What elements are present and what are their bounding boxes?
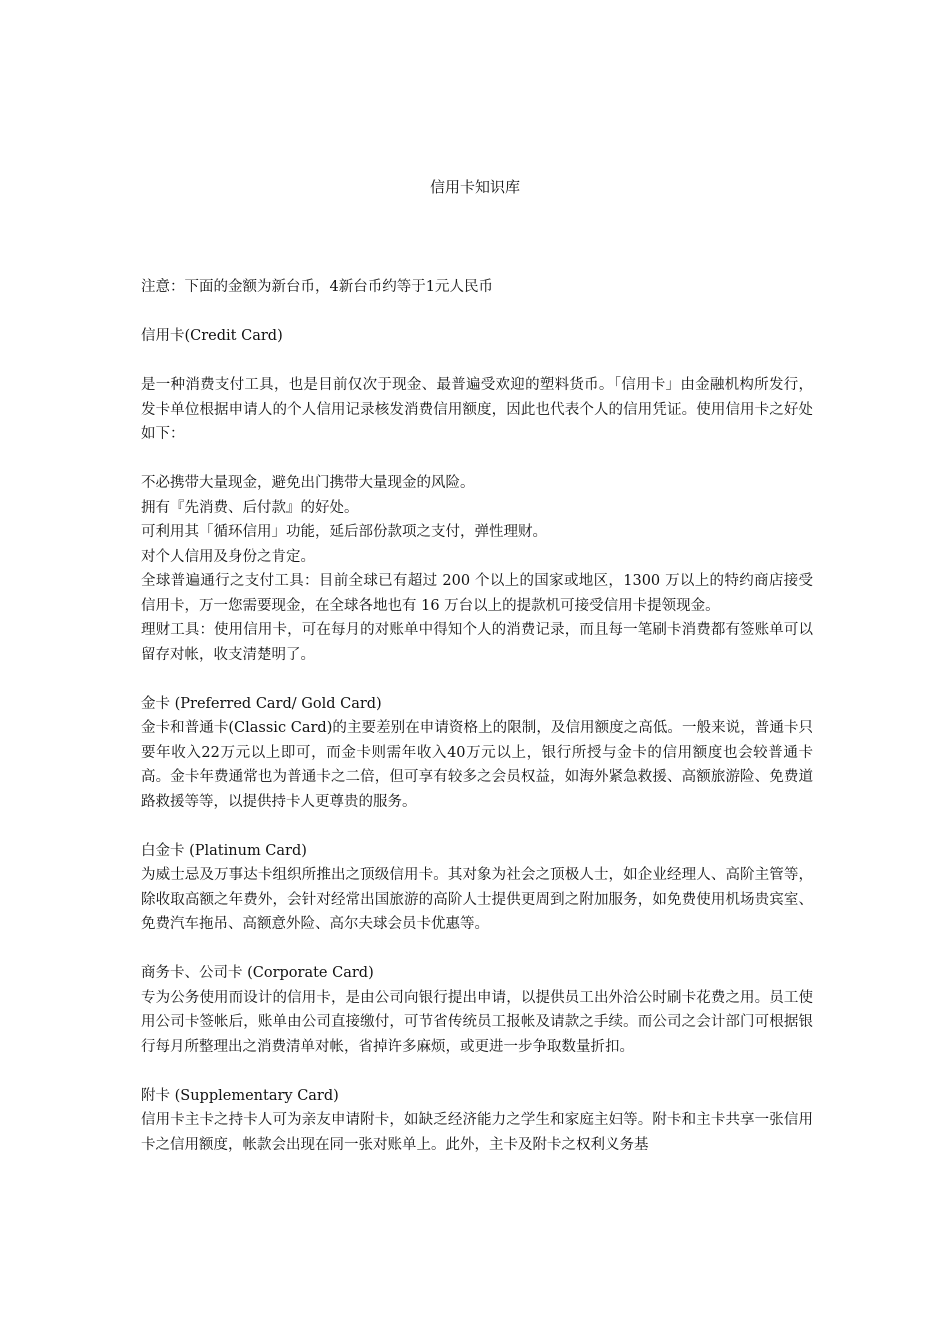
document-body	[141, 275, 813, 1157]
benefit-item: 理财工具：使用信用卡，可在每月的对账单中得知个人的消费记录，而且每一笔刷卡消费都有签账单可以留存对帐，收支清楚明了。	[141, 622, 813, 663]
benefit-item: 拥有『先消费、后付款』的好处。	[141, 499, 359, 516]
spacer	[141, 937, 813, 962]
supplementary-card-heading: 附卡 (Supplementary Card)	[141, 1087, 339, 1104]
corporate-card-heading: 商务卡、公司卡 (Corporate Card)	[141, 965, 374, 981]
spacer	[141, 300, 813, 325]
platinum-card-body: 为威士忌及万事达卡组织所推出之顶级信用卡。其对象为社会之顶极人士，如企业经理人、高阶主管等，除收取高额之年费外，会针对经常出国旅游的高阶人士提供更周到之附加服务，如免费使用机场贵宾室、免费汽车拖吊、高额意外险、高尔夫球会员卡优惠等。	[141, 867, 813, 932]
benefit-item: 对个人信用及身份之肯定。	[141, 548, 315, 565]
benefit-item: 不必携带大量现金，避免出门携带大量现金的风险。	[141, 475, 475, 491]
gold-card-heading: 金卡 (Preferred Card/ Gold Card)	[141, 695, 382, 712]
spacer	[141, 814, 813, 839]
gold-card-body: 金卡和普通卡(Classic Card)的主要差别在申请资格上的限制，及信用额度之高低。一般来说，普通卡只要年收入22万元以上即可，而金卡则需年收入40万元以上，银行所授与金卡的信用额度也会较普通卡高。金卡年费通常也为普通卡之二倍，但可享有较多之会员权益，如海外紧急救援、高额旅游险、免费道路救援等等，以提供持卡人更尊贵的服务。	[141, 720, 813, 810]
benefits-list	[141, 471, 813, 667]
platinum-card-heading: 白金卡 (Platinum Card)	[141, 842, 307, 859]
spacer	[141, 667, 813, 692]
credit-card-heading: 信用卡(Credit Card)	[141, 328, 283, 344]
corporate-card-body: 专为公务使用而设计的信用卡，是由公司向银行提出申请，以提供员工出外洽公时刷卡花费之用。员工使用公司卡签帐后，账单由公司直接缴付，可节省传统员工报帐及请款之手续。而公司之会计部门可根据银行每月所整理出之消费清单对帐，省掉许多麻烦，或更进一步争取数量折扣。	[141, 989, 813, 1055]
supplementary-card-body: 信用卡主卡之持卡人可为亲友申请附卡，如缺乏经济能力之学生和家庭主妇等。附卡和主卡共享一张信用卡之信用额度，帐款会出现在同一张对账单上。此外，主卡及附卡之权利义务基	[141, 1112, 813, 1153]
benefit-item: 全球普遍通行之支付工具：目前全球已有超过 200 个以上的国家或地区，1300 万以上的特约商店接受信用卡，万一您需要现金，在全球各地也有 16 万台以上的提款机可接受信用卡提领现金。	[141, 573, 813, 614]
spacer	[141, 447, 813, 472]
document-title: 信用卡知识库	[429, 178, 520, 196]
benefit-item: 可利用其「循环信用」功能，延后部份款项之支付，弹性理财。	[141, 524, 547, 540]
spacer	[141, 349, 813, 374]
credit-card-intro: 是一种消费支付工具，也是目前仅次于现金、最普遍受欢迎的塑料货币。「信用卡」由金融机构所发行，发卡单位根据申请人的个人信用记录核发消费信用额度，因此也代表个人的信用凭证。使用信用卡之好处如下：	[141, 377, 813, 442]
spacer	[141, 1059, 813, 1084]
currency-note: 注意：下面的金额为新台币，4新台币约等于1元人民币	[141, 279, 493, 295]
